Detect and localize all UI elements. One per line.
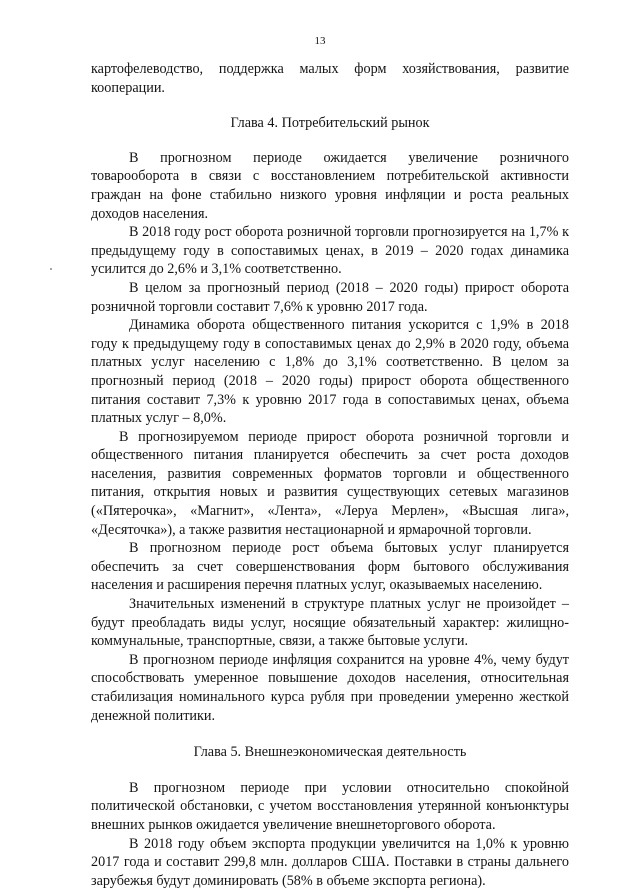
paragraph: В прогнозном периоде ожидается увеличение розничного товарооборота в связи с восстановлением потребительской активности граждан на фоне стабильно низкого уровня инфляции и роста реальных доходов населения.	[91, 149, 569, 222]
paragraph: В 2018 году рост оборота розничной торговли прогнозируется на 1,7% к предыдущему году в сопоставимых ценах, в 2019 – 2020 годах динамика усилится до 2,6% и 3,1% соответственно.	[91, 224, 569, 278]
paragraph: В прогнозном периоде рост объема бытовых услуг планируется обеспечить за счет совершенствования форм бытового обслуживания населения и расширения перечня платных услуг, оказываемых населению.	[91, 540, 569, 594]
paragraph: В целом за прогнозный период (2018 – 2020 годы) прирост оборота розничной торговли составит 7,6% к уровню 2017 года.	[91, 279, 569, 315]
paragraph: Динамика оборота общественного питания ускорится с 1,9% в 2018 году к предыдущему году в сопоставимых ценах до 2,9% в 2020 году, объема платных услуг населению с 1,8% до 3,1% соответственно. В целом за прогнозный период (2018 – 2020 годы) прирост оборота общественного питания составит 7,3% к уровню 2017 года в сопоставимых ценах, объема платных услуг – 8,0%.	[91, 317, 569, 427]
scan-speck	[50, 268, 52, 270]
chapter-5-heading: Глава 5. Внешнеэкономическая деятельность	[193, 744, 467, 761]
page-number: 13	[314, 35, 326, 47]
paragraph: В прогнозном периоде при условии относительно спокойной политической обстановки, с учетом восстановления утерянной конъюнктуры внешних рынков ожидается увеличение внешнеторгового оборота.	[91, 779, 569, 833]
paragraph-continuation: картофелеводство, поддержка малых форм хозяйствования, развитие кооперации.	[91, 61, 569, 96]
chapter-4-heading: Глава 4. Потребительский рынок	[230, 115, 430, 132]
page-body	[91, 60, 569, 890]
paragraph: В 2018 году объем экспорта продукции увеличится на 1,0% к уровню 2017 года и составит 299,8 млн. долларов США. Поставки в страны дальнего зарубежья будут доминировать (58% в объеме экспорта региона).	[91, 835, 569, 889]
paragraph: Значительных изменений в структуре платных услуг не произойдет – будут преобладать виды услуг, носящие обязательный характер: жилищно-коммунальные, транспортные, связи, а также бытовые услуги.	[91, 596, 569, 650]
paragraph: В прогнозируемом периоде прирост оборота розничной торговли и общественного питания планируется обеспечить за счет роста доходов населения, развития современных форматов торговли и общественного питания, открытия новых и развития существующих сетевых магазинов («Пятерочка», «Магнит», «Лента», «Леруа Мерлен», «Высшая лига», «Десяточка»), а также развития нестационарной и ярмарочной торговли.	[91, 428, 569, 538]
paragraph: В прогнозном периоде инфляция сохранится на уровне 4%, чему будут способствовать умеренное повышение доходов населения, относительная стабилизация номинального курса рубля при проведении умеренно жесткой денежной политики.	[91, 651, 569, 724]
